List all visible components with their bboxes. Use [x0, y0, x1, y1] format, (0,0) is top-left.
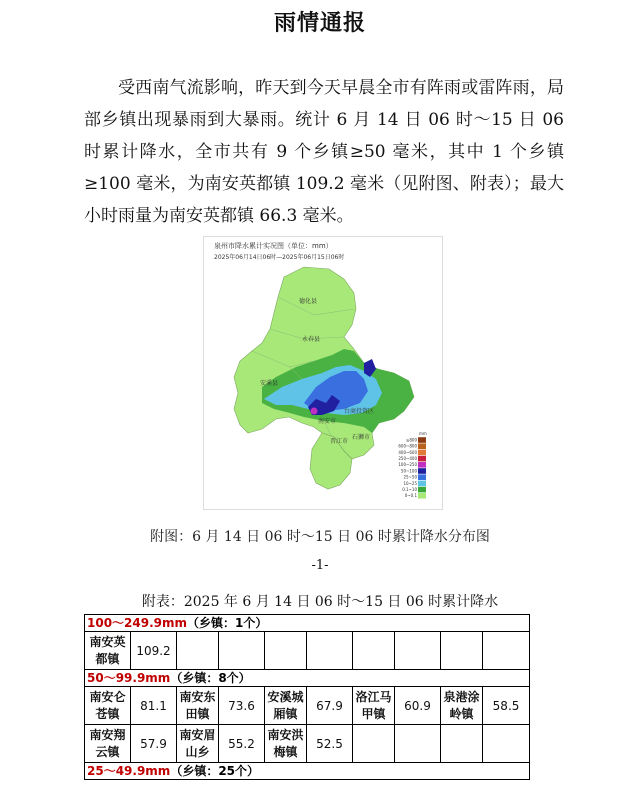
town-name: 南安英都镇	[85, 632, 131, 670]
rainfall-table	[84, 614, 530, 780]
legend-label: mm	[419, 431, 427, 437]
legend-swatch	[418, 487, 426, 493]
rainfall-value: 57.9	[131, 725, 177, 763]
map-label-shishi: 石狮市	[352, 434, 371, 441]
rainfall-value: 60.9	[395, 687, 441, 725]
town-name	[265, 632, 307, 670]
table-group-header	[85, 763, 530, 780]
report-paragraph: 受西南气流影响，昨天到今天早晨全市有阵雨或雷阵雨，局部乡镇出现暴雨到大暴雨。统计 6 月 14 日 06 时～15 日 06 时累计降水，全市共有 9 个乡镇≥50 毫米，其中 1 个乡镇≥100 毫米，为南安英都镇 109.2 毫米（见附图、附表）；最大小时雨量为南安英都镇 66.3 毫米。	[84, 78, 564, 226]
legend-swatch	[418, 481, 426, 487]
legend-label: ≥800	[406, 437, 417, 443]
town-name: 洛江马甲镇	[353, 687, 395, 725]
rainfall-value: 109.2	[131, 632, 177, 670]
legend-label: 0~0.1	[404, 493, 417, 499]
legend-label: 0.1~10	[402, 487, 417, 492]
page-number: -1-	[311, 558, 329, 573]
rainfall-value	[395, 632, 441, 670]
town-name: 南安翔云镇	[85, 725, 131, 763]
table-row	[85, 687, 530, 725]
town-name: 南安仑苍镇	[85, 687, 131, 725]
town-name: 南安洪梅镇	[265, 725, 307, 763]
legend-label: 50~100	[400, 468, 417, 474]
map-label-anxi: 安溪县	[260, 380, 279, 387]
legend-swatch	[418, 474, 426, 480]
rainfall-value	[483, 632, 530, 670]
rainfall-value: 67.9	[307, 687, 353, 725]
map-subtitle: 2025年06月14日06时—2025年06月15日06时	[214, 254, 345, 261]
town-count: （乡镇：8个）	[170, 671, 251, 685]
rain-level-range: 25～49.9mm	[87, 764, 171, 778]
town-name	[441, 632, 483, 670]
rainfall-value: 58.5	[483, 687, 530, 725]
table-title: 附表：2025 年 6 月 14 日 06 时～15 日 06 时累计降水	[141, 594, 499, 610]
rainfall-value: 73.6	[219, 687, 265, 725]
legend-label: 600~800	[398, 443, 417, 449]
rain-level-range: 100～249.9mm	[87, 616, 188, 630]
rainfall-value	[395, 725, 441, 763]
figure-caption: 附图：6 月 14 日 06 时～15 日 06 时累计降水分布图	[150, 529, 490, 545]
legend-swatch	[418, 468, 426, 474]
rainfall-value: 55.2	[219, 725, 265, 763]
map-legend	[398, 431, 427, 498]
town-name	[177, 632, 219, 670]
map-label-yongchun: 永春县	[302, 336, 321, 343]
legend-swatch	[418, 462, 426, 468]
legend-label: 25~50	[403, 474, 417, 480]
map-label-jinjiang: 晋江市	[330, 438, 349, 445]
map-label-dehua: 德化县	[299, 298, 318, 305]
legend-swatch	[418, 450, 426, 456]
group-header-cell	[85, 615, 530, 632]
legend-swatch	[418, 493, 426, 499]
rainfall-map-graphic	[204, 237, 442, 509]
town-name: 南安眉山乡	[177, 725, 219, 763]
town-count: （乡镇：25个）	[170, 764, 260, 778]
legend-label: 10~25	[403, 480, 417, 486]
group-header-cell	[85, 763, 530, 780]
table-group-header	[85, 670, 530, 687]
table-group-header	[85, 615, 530, 632]
town-name: 安溪城厢镇	[265, 687, 307, 725]
legend-swatch	[418, 437, 426, 443]
rainfall-map	[203, 236, 443, 510]
rainfall-value	[483, 725, 530, 763]
legend-swatch	[418, 443, 426, 449]
town-name: 南安东田镇	[177, 687, 219, 725]
map-title: 泉州市降水累计实况图（单位：mm）	[214, 242, 333, 250]
rainfall-value: 52.5	[307, 725, 353, 763]
table-row	[85, 725, 530, 763]
rainfall-value	[219, 632, 265, 670]
town-name: 泉港涂岭镇	[441, 687, 483, 725]
town-name	[441, 725, 483, 763]
town-name	[353, 632, 395, 670]
legend-swatch	[418, 456, 426, 462]
town-name	[353, 725, 395, 763]
rainfall-value	[307, 632, 353, 670]
legend-label: 400~600	[398, 449, 417, 455]
report-body	[84, 72, 564, 232]
map-label-taishang: 台商投资区	[344, 408, 375, 415]
rainfall-value: 81.1	[131, 687, 177, 725]
group-header-cell	[85, 670, 530, 687]
legend-label: 250~400	[398, 456, 417, 461]
table-row	[85, 632, 530, 670]
map-region-magenta	[311, 408, 318, 415]
map-label-nanan: 南安市	[318, 418, 337, 425]
town-count: （乡镇：1个）	[187, 616, 268, 630]
legend-label: 100~250	[398, 462, 417, 468]
document-title: 雨情通报	[273, 11, 366, 36]
rain-level-range: 50～99.9mm	[87, 671, 171, 685]
